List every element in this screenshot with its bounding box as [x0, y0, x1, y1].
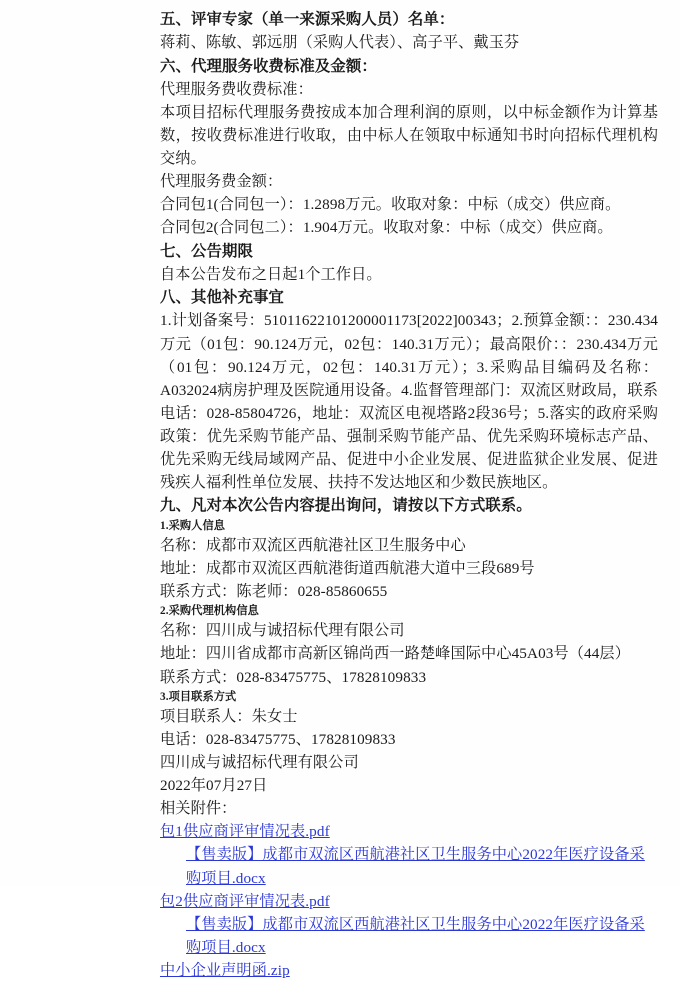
project-contact-person: 项目联系人：朱女士 — [160, 707, 298, 725]
section-6-paragraph-1: 代理服务费收费标准： — [160, 80, 313, 98]
section-6-paragraph-2: 本项目招标代理服务费按成本加合理利润的原则，以中标金额作为计算基数，按收费标准进行收取，由中标人在领取中标通知书时向招标代理机构交纳。 — [160, 104, 658, 168]
document-body — [160, 8, 658, 982]
section-heading-5: 五、评审专家（单一来源采购人员）名单： — [160, 11, 455, 28]
attachment-link-2[interactable]: 【售卖版】成都市双流区西航港社区卫生服务中心2022年医疗设备采购项目.docx — [186, 846, 645, 887]
purchaser-contact: 联系方式：陈老师：028-85860655 — [160, 583, 388, 601]
project-contact-phone: 电话：028-83475775、17828109833 — [160, 730, 396, 748]
section-5-paragraph-1: 蒋莉、陈敏、郭远朋（采购人代表）、高子平、戴玉芬 — [160, 34, 520, 52]
section-heading-6: 六、代理服务收费标准及金额： — [160, 57, 377, 75]
purchaser-name: 名称：成都市双流区西航港社区卫生服务中心 — [160, 536, 466, 554]
attachment-link-4[interactable]: 【售卖版】成都市双流区西航港社区卫生服务中心2022年医疗设备采购项目.docx — [186, 915, 645, 956]
attachment-link-3[interactable]: 包2供应商评审情况表.pdf — [160, 892, 330, 910]
signature-company: 四川成与诚招标代理有限公司 — [160, 754, 359, 772]
subsection-title-project-contact: 3.项目联系方式 — [160, 690, 237, 703]
agency-contact: 联系方式：028-83475775、17828109833 — [160, 668, 427, 686]
section-6-paragraph-5: 合同包2(合同包二）：1.904万元。收取对象：中标（成交）供应商。 — [160, 219, 613, 237]
attachment-link-5[interactable]: 中小企业声明函.zip — [160, 961, 290, 979]
section-heading-7: 七、公告期限 — [160, 242, 253, 260]
section-6-paragraph-3: 代理服务费金额： — [160, 173, 283, 191]
agency-address: 地址：四川省成都市高新区锦尚西一路楚峰国际中心45A03号（44层） — [160, 645, 630, 663]
attachment-link-1[interactable]: 包1供应商评审情况表.pdf — [160, 823, 330, 841]
agency-name: 名称：四川成与诚招标代理有限公司 — [160, 622, 405, 640]
section-6-paragraph-4: 合同包1(合同包一）：1.2898万元。收取对象：中标（成交）供应商。 — [160, 196, 621, 214]
subsection-title-purchaser: 1.采购人信息 — [160, 519, 226, 532]
attachments-label: 相关附件： — [160, 800, 237, 818]
purchaser-address: 地址：成都市双流区西航港街道西航港大道中三段689号 — [160, 559, 535, 577]
subsection-title-agency: 2.采购代理机构信息 — [160, 605, 259, 618]
attachment-list — [160, 820, 658, 982]
section-8-paragraph-1: 1.计划备案号：51011622101200001173[2022]00343；2.预算金额：：230.434万元（01包：90.124万元，02包：140.31万元）；最高限价：：230.434万元（01包：90.124万元，02包：140.31万元）；3.采购品目编码及名称：A032024病房护理及医院通用设备。4.监督管理部门：双流区财政局，联系电话：028-85804726，地址：双流区电视塔路2段36号；5.落实的政府采购政策：优先采购节能产品、强制采购节能产品、优先采购环境标志产品、优先采购无线局域网产品、促进中小企业发展、促进监狱企业发展、促进残疾人福利性单位发展、扶持不发达地区和少数民族地区。 — [160, 312, 658, 492]
section-7-paragraph-1: 自本公告发布之日起1个工作日。 — [160, 265, 382, 283]
signature-date: 2022年07月27日 — [160, 777, 268, 795]
section-heading-8: 八、其他补充事宜 — [160, 289, 284, 307]
section-heading-9: 九、凡对本次公告内容提出询问，请按以下方式联系。 — [160, 497, 532, 515]
